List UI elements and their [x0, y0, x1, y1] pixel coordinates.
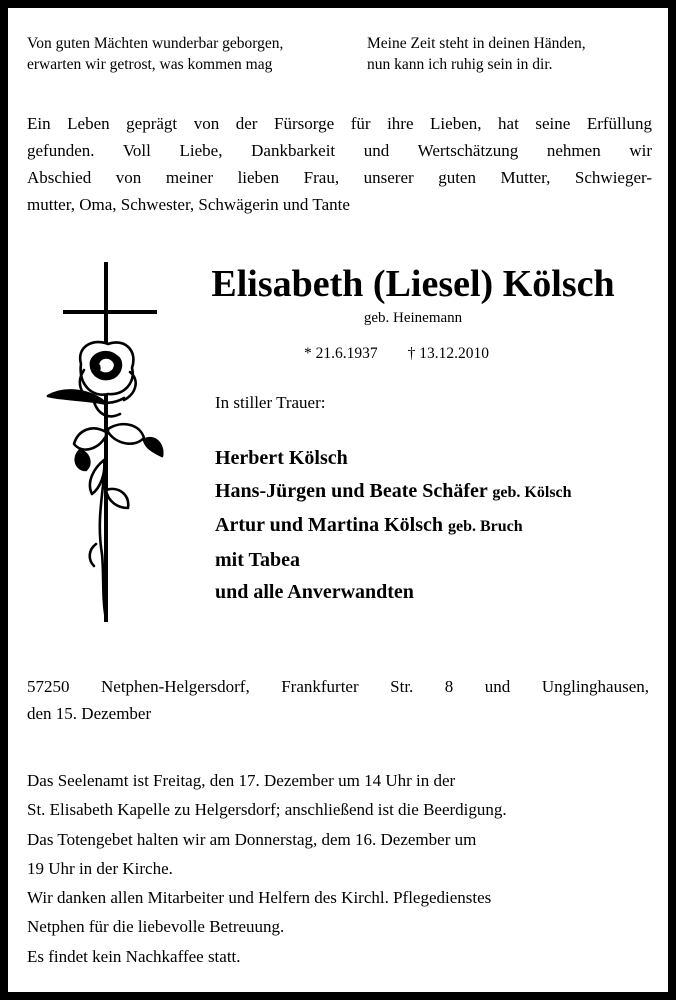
- service-line: Das Totengebet halten wir am Donnerstag, dem 16. Dezember um: [27, 829, 477, 849]
- address-line: den 15. Dezember: [27, 704, 152, 723]
- verse-line: erwarten wir getrost, was kommen mag: [27, 56, 273, 73]
- intro-line: Ein Leben geprägt von der Fürsorge für ihre Lieben, hat seine Erfüllung: [27, 114, 652, 133]
- verse-line: nun kann ich ruhig sein in dir.: [367, 56, 553, 73]
- mourner-name: mit Tabea: [215, 548, 301, 571]
- life-dates: [304, 345, 489, 363]
- mourner-name: Hans-Jürgen und Beate Schäfer: [215, 479, 488, 502]
- service-line: 19 Uhr in der Kirche.: [27, 858, 173, 878]
- mourner-line: [215, 576, 572, 609]
- service-line: Netphen für die liebevolle Betreuung.: [27, 917, 285, 937]
- deceased-name: Elisabeth (Liesel) Kölsch: [211, 263, 615, 305]
- mourner-birth-name: geb. Bruch: [447, 518, 523, 535]
- cross-with-rose-icon: [36, 254, 166, 624]
- service-line: Das Seelenamt ist Freitag, den 17. Dezember um 14 Uhr in der: [27, 771, 456, 790]
- mourner-line: [215, 475, 572, 510]
- mourner-line: [215, 442, 572, 475]
- address-block: [27, 673, 649, 727]
- intro-line: gefunden. Voll Liebe, Dankbarkeit und Wertschätzung nehmen wir: [27, 141, 652, 160]
- intro-text: [27, 110, 652, 218]
- intro-line: mutter, Oma, Schwester, Schwägerin und Tante: [27, 195, 350, 214]
- mourner-name: Artur und Martina Kölsch: [215, 514, 443, 536]
- birth-date: * 21.6.1937: [304, 345, 378, 362]
- birth-name: geb. Heinemann: [363, 310, 463, 326]
- service-info: [27, 766, 667, 971]
- mourners-list: [215, 442, 572, 609]
- mourner-line: [215, 509, 572, 544]
- mourning-label: In stiller Trauer:: [215, 393, 326, 412]
- verse-left: [27, 33, 357, 75]
- address-line: 57250 Netphen-Helgersdorf, Frankfurter Str. 8 und Unglinghausen,: [27, 677, 649, 696]
- mourner-name: und alle Anverwandten: [215, 581, 414, 603]
- verse-line: Von guten Mächten wunderbar geborgen,: [27, 35, 284, 52]
- service-line: St. Elisabeth Kapelle zu Helgersdorf; anschließend ist die Beerdigung.: [27, 800, 507, 820]
- service-line: Es findet kein Nachkaffee statt.: [27, 946, 241, 966]
- mourner-name: Herbert Kölsch: [215, 447, 348, 469]
- verse-line: Meine Zeit steht in deinen Händen,: [367, 35, 586, 52]
- service-line: Wir danken allen Mitarbeiter und Helfern des Kirchl. Pflegedienstes: [27, 888, 492, 908]
- mourner-line: [215, 544, 572, 577]
- verse-right: [367, 33, 667, 75]
- mourner-birth-name: geb. Kölsch: [492, 483, 572, 501]
- intro-line: Abschied von meiner lieben Frau, unserer guten Mutter, Schwieger-: [27, 168, 652, 187]
- death-date: † 13.12.2010: [407, 345, 489, 362]
